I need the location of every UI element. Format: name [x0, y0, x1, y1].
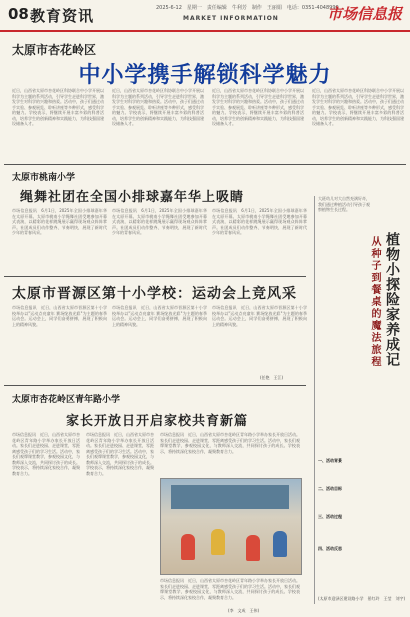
article-4-credit: (李 文成 王伟) [228, 608, 260, 613]
page-header [0, 0, 410, 32]
sidebar-intro: 大班幼儿对大自然充满好奇，我们通过种植活动引导孩子观察植物生长过程。 [318, 196, 370, 212]
divider [4, 276, 306, 277]
article-4-kicker: 太原市杏花岭区青年路小学 [12, 395, 121, 405]
sidebar-item: 一、活动背景 [318, 458, 342, 463]
student-figure [246, 535, 260, 561]
header-sub: MARKET INFORMATION [183, 15, 279, 22]
article-1-kicker: 太原市杏花岭区 [12, 43, 97, 57]
article-4-body-col2: 市场信息报讯 近日，山西省太原市杏花岭区青年路小学举办家长开放日活动。家长们走进校园、走进课堂，零距离感受孩子们的学习生活。活动中，家长们观摩课堂教学，参观校园文化，与教师深入交流，共同探讨孩子的成长。学校表示，将持续深化家校合作，凝聚教育合力。 [86, 432, 154, 476]
article-3-title: 太原市晋源区第十小学校：运动会上竞风采 [12, 286, 297, 302]
article-3-body-col2: 市场信息报讯 近日，山西省太原市晋源区第十小学校举办以"运动点亮童年 赛场绽放光彩"为主题的春季运动会。运动会上，同学们奋勇拼搏，展现了积极向上的精神风貌。 [112, 305, 207, 327]
article-1-body-col4: 近日，山西省太原市杏花岭区科协联合中小学开展以科学为主题的系列活动，引导学生走进科学世界，激发学生对科学的兴趣和热爱。活动中，孩子们通过动手实验、参观展览、聆听讲座等多种形式，感受科学的魅力。学校表示，将继续开展丰富多彩的科普活动，培养学生的创新精神和实践能力，为科技强国建设储备人才。 [312, 88, 404, 126]
article-4-body-col3: 市场信息报讯 近日，山西省太原市杏花岭区青年路小学举办家长开放日活动。家长们走进校园、走进课堂，零距离感受孩子们的学习生活。活动中，家长们观摩课堂教学，参观校园文化，与教师深入交流，共同探讨孩子的成长。学校表示，将持续深化家校合作，凝聚教育合力。 [160, 432, 300, 454]
article-2-kicker: 太原市桃南小学 [12, 173, 76, 183]
student-figure [211, 529, 225, 555]
page-number: 08 [8, 5, 29, 23]
article-4-body-col1: 市场信息报讯 近日，山西省太原市杏花岭区青年路小学举办家长开放日活动。家长们走进校园、走进课堂，零距离感受孩子们的学习生活。活动中，家长们观摩课堂教学，参观校园文化，与教师深入交流，共同探讨孩子的成长。学校表示，将持续深化家校合作，凝聚教育合力。 [12, 432, 80, 476]
header-meta: 2025-6-12 星期一 责任编辑 牛利芳 制作 王丽娟 电话：0351-4048990 [156, 5, 339, 11]
article-3-body-col1: 市场信息报讯 近日，山西省太原市晋源区第十小学校举办以"运动点亮童年 赛场绽放光彩"为主题的春季运动会。运动会上，同学们奋勇拼搏，展现了积极向上的精神风貌。 [12, 305, 107, 327]
article-3-body-col3: 市场信息报讯 近日，山西省太原市晋源区第十小学校举办以"运动点亮童年 赛场绽放光彩"为主题的春季运动会。运动会上，同学们奋勇拼搏，展现了积极向上的精神风貌。 [212, 305, 307, 327]
article-1-body-col3: 近日，山西省太原市杏花岭区科协联合中小学开展以科学为主题的系列活动，引导学生走进科学世界，激发学生对科学的兴趣和热爱。活动中，孩子们通过动手实验、参观展览、聆听讲座等多种形式，感受科学的魅力。学校表示，将继续开展丰富多彩的科普活动，培养学生的创新精神和实践能力，为科技强国建设储备人才。 [212, 88, 304, 126]
article-4-body-col4: 市场信息报讯 近日，山西省太原市杏花岭区青年路小学举办家长开放日活动。家长们走进校园、走进课堂，零距离感受孩子们的学习生活。活动中，家长们观摩课堂教学，参观校园文化，与教师深入交流，共同探讨孩子的成长。学校表示，将持续深化家校合作，凝聚教育合力。 [160, 578, 300, 600]
article-2-body-col3: 市场信息报讯 6月1日，2025年全国小排球嘉年华在太原开幕。太原市桃南小学绳舞社团受邀参加开幕式表演，以精彩的花样跳绳展示赢得现场观众阵阵掌声。社团成员们动作整齐、节奏明快，展现了新时代少年的青春风采。 [212, 208, 307, 235]
newspaper-logo: 市场信息报 [326, 5, 402, 23]
sidebar-item: 三、活动过程 [318, 514, 342, 519]
sidebar-divider [314, 196, 315, 604]
classroom-board [171, 485, 289, 509]
article-1-body-col1: 近日，山西省太原市杏花岭区科协联合中小学开展以科学为主题的系列活动，引导学生走进科学世界，激发学生对科学的兴趣和热爱。活动中，孩子们通过动手实验、参观展览、聆听讲座等多种形式，感受科学的魅力。学校表示，将继续开展丰富多彩的科普活动，培养学生的创新精神和实践能力，为科技强国建设储备人才。 [12, 88, 104, 126]
student-figure [273, 531, 287, 557]
sidebar-credit: (太原市迎泽区建设路小学 景红玲 王莹 刘宇) [318, 596, 406, 601]
article-4-title: 家长开放日开启家校共育新篇 [66, 414, 249, 429]
article-4-photo [160, 478, 302, 575]
divider [4, 385, 306, 386]
article-3-credit: (任艳 王江) [260, 375, 284, 380]
sidebar-item: 四、活动反思 [318, 546, 342, 551]
section-title: 教育资讯 [30, 7, 95, 25]
sidebar-subtitle: 从种子到餐桌的魔法旅程 [369, 236, 380, 368]
sidebar-column [310, 196, 406, 606]
article-2-body-col2: 市场信息报讯 6月1日，2025年全国小排球嘉年华在太原开幕。太原市桃南小学绳舞社团受邀参加开幕式表演，以精彩的花样跳绳展示赢得现场观众阵阵掌声。社团成员们动作整齐、节奏明快，展现了新时代少年的青春风采。 [112, 208, 207, 235]
article-2-body-col1: 市场信息报讯 6月1日，2025年全国小排球嘉年华在太原开幕。太原市桃南小学绳舞社团受邀参加开幕式表演，以精彩的花样跳绳展示赢得现场观众阵阵掌声。社团成员们动作整齐、节奏明快，展现了新时代少年的青春风采。 [12, 208, 107, 235]
divider [4, 164, 406, 165]
article-1-title: 中小学携手解锁科学魅力 [78, 63, 332, 88]
student-figure [181, 534, 195, 560]
sidebar-title: 植物小探险家养成记 [384, 232, 400, 367]
article-2-title: 绳舞社团在全国小排球嘉年华上吸睛 [20, 190, 245, 205]
article-1-body-col2: 近日，山西省太原市杏花岭区科协联合中小学开展以科学为主题的系列活动，引导学生走进科学世界，激发学生对科学的兴趣和热爱。活动中，孩子们通过动手实验、参观展览、聆听讲座等多种形式，感受科学的魅力。学校表示，将继续开展丰富多彩的科普活动，培养学生的创新精神和实践能力，为科技强国建设储备人才。 [112, 88, 204, 126]
sidebar-item: 二、活动目标 [318, 486, 342, 491]
